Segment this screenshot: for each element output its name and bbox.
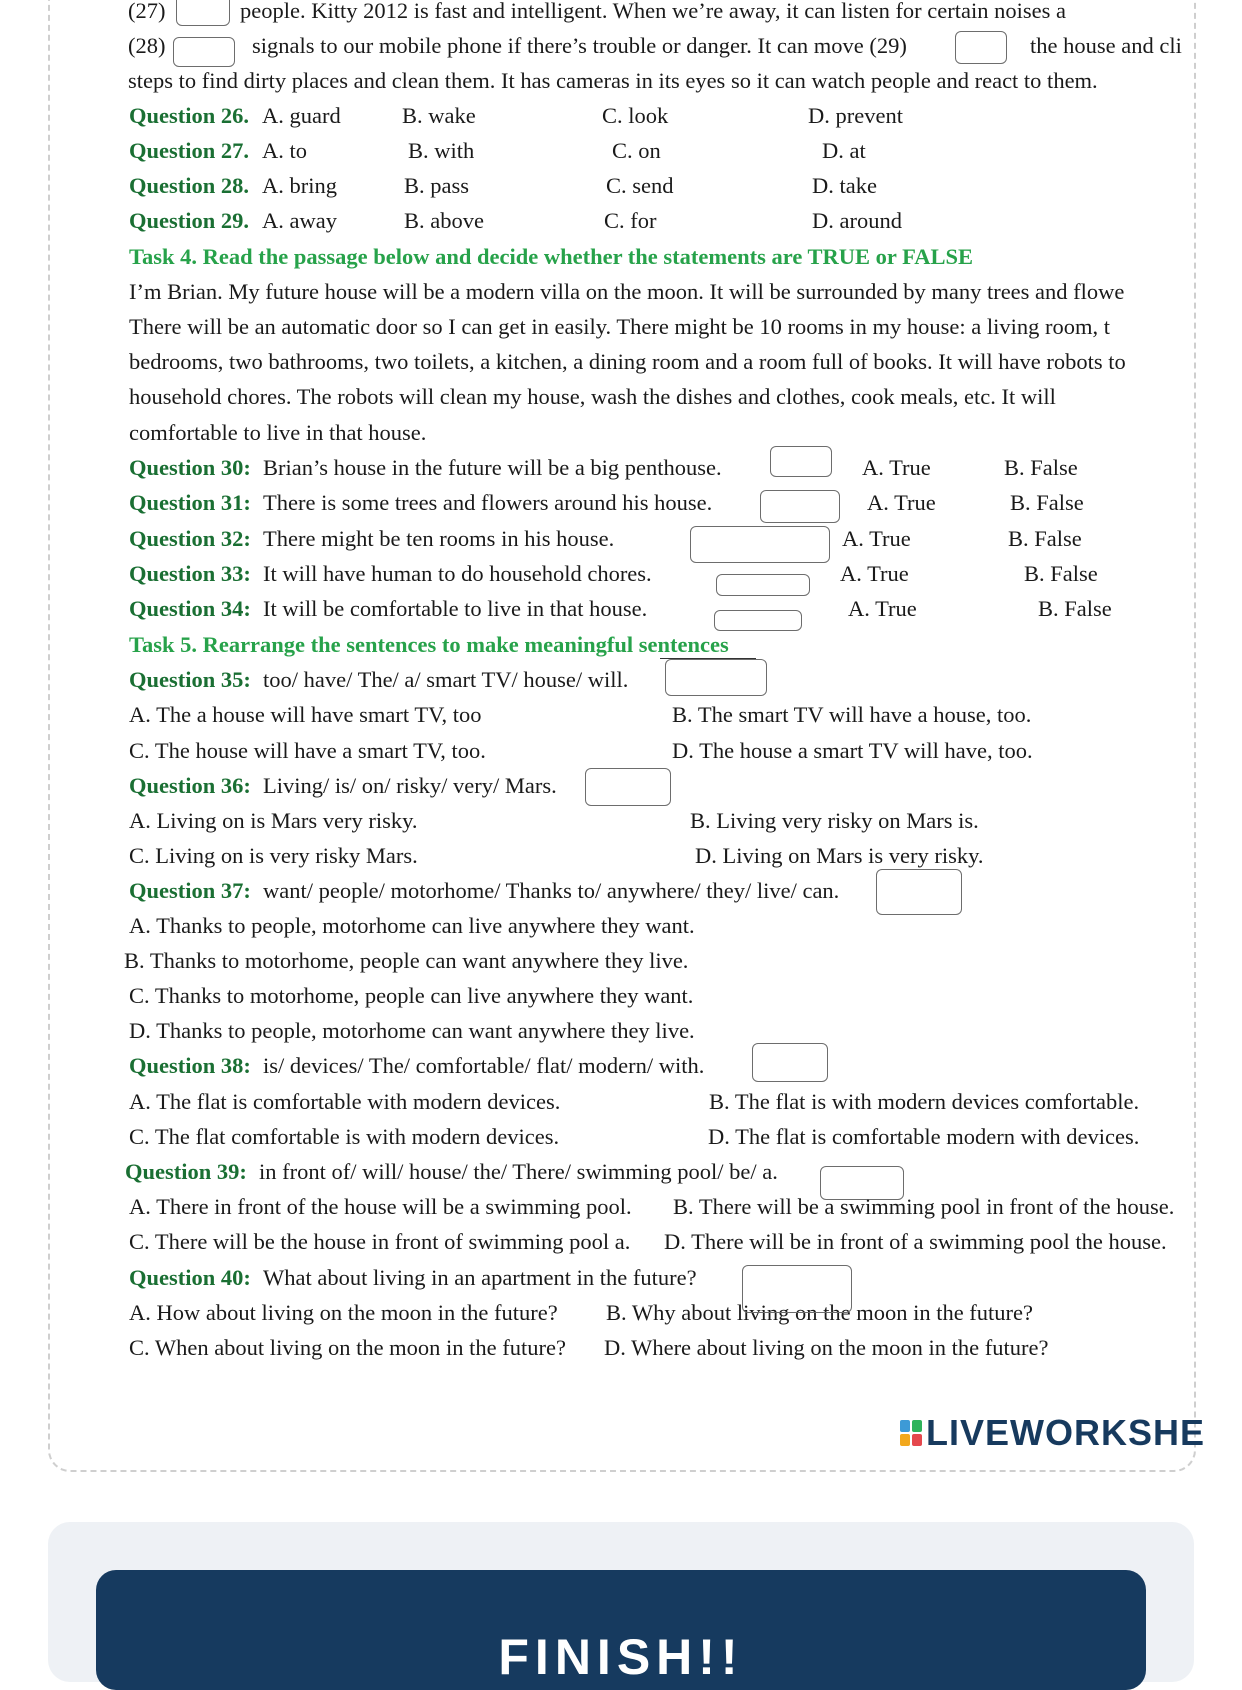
question-label: Question 36:	[129, 773, 251, 798]
question-text: is/ devices/ The/ comfortable/ flat/ modern/ with.	[263, 1053, 705, 1078]
question-text: Living/ is/ on/ risky/ very/ Mars.	[263, 773, 557, 798]
answer-box-40[interactable]	[742, 1265, 852, 1313]
option-false: B. False	[1008, 526, 1082, 551]
option-d: D. take	[812, 173, 877, 198]
question-label: Question 30:	[129, 455, 251, 480]
option-a: A. Living on is Mars very risky.	[129, 808, 418, 833]
answer-box-36[interactable]	[585, 768, 671, 806]
question-text: in front of/ will/ house/ the/ There/ swimming pool/ be/ a.	[259, 1159, 778, 1184]
answer-box-30[interactable]	[770, 446, 832, 477]
question-text: It will have human to do household chores.	[263, 561, 652, 586]
option-a: A. How about living on the moon in the future?	[129, 1300, 558, 1325]
option-b: B. Living very risky on Mars is.	[690, 808, 979, 833]
option-a: A. There in front of the house will be a swimming pool.	[129, 1194, 632, 1219]
option-c: C. There will be the house in front of swimming pool a.	[129, 1229, 631, 1254]
option-true: A. True	[840, 561, 909, 586]
question-label: Question 40:	[129, 1265, 251, 1290]
option-b: B. There will be a swimming pool in front of the house.	[673, 1194, 1175, 1219]
finish-button[interactable]	[96, 1570, 1146, 1690]
option-d: D. There will be in front of a swimming pool the house.	[664, 1229, 1167, 1254]
option-c: C. The flat comfortable is with modern devices.	[129, 1124, 560, 1149]
answer-box-37[interactable]	[876, 869, 962, 915]
question-text: There is some trees and flowers around his house.	[263, 490, 713, 515]
option-false: B. False	[1038, 596, 1112, 621]
question-label: Question 35:	[129, 667, 251, 692]
answer-box-27[interactable]	[176, 0, 230, 26]
option-b: B. wake	[402, 103, 476, 128]
task4-title: Task 4. Read the passage below and decide whether the statements are TRUE or FALSE	[129, 244, 973, 269]
option-a: A. Thanks to people, motorhome can live anywhere they want.	[129, 913, 695, 938]
option-b: B. The smart TV will have a house, too.	[672, 702, 1032, 727]
question-text: want/ people/ motorhome/ Thanks to/ anywhere/ they/ live/ can.	[263, 878, 840, 903]
answer-box-32[interactable]	[690, 526, 830, 563]
question-text: Brian’s house in the future will be a big penthouse.	[263, 455, 722, 480]
question-label: Question 39:	[125, 1159, 247, 1184]
option-c: C. When about living on the moon in the future?	[129, 1335, 567, 1360]
option-d: D. prevent	[808, 103, 903, 128]
option-b: B. Thanks to motorhome, people can want anywhere they live.	[124, 948, 689, 973]
passage-line: comfortable to live in that house.	[129, 420, 427, 445]
option-b: B. The flat is with modern devices comfortable.	[709, 1089, 1140, 1114]
answer-box-33[interactable]	[716, 574, 810, 596]
passage-line: There will be an automatic door so I can get in easily. There might be 10 rooms in my house: a living room, t	[129, 314, 1111, 339]
question-label: Question 28.	[129, 173, 250, 198]
liveworksheets-logo	[900, 1412, 1205, 1454]
option-c: C. look	[602, 103, 669, 128]
option-true: A. True	[862, 455, 931, 480]
option-c: C. send	[606, 173, 674, 198]
passage-line: the house and cli	[1030, 33, 1182, 58]
option-b: B. pass	[404, 173, 470, 198]
option-c: C. Thanks to motorhome, people can live anywhere they want.	[129, 983, 694, 1008]
question-text: too/ have/ The/ a/ smart TV/ house/ will.	[263, 667, 629, 692]
answer-box-38[interactable]	[752, 1043, 828, 1082]
passage-line: household chores. The robots will clean my house, wash the dishes and clothes, cook meals, etc. It will	[129, 384, 1056, 409]
question-label: Question 32:	[129, 526, 251, 551]
question-text: There might be ten rooms in his house.	[263, 526, 615, 551]
option-d: D. The flat is comfortable modern with devices.	[708, 1124, 1140, 1149]
option-c: C. for	[604, 208, 657, 233]
question-label: Question 34:	[129, 596, 251, 621]
answer-box-29[interactable]	[955, 31, 1007, 64]
question-label: Question 31:	[129, 490, 251, 515]
option-true: A. True	[867, 490, 936, 515]
option-a: A. bring	[262, 173, 337, 198]
logo-icon	[900, 1420, 924, 1448]
option-true: A. True	[842, 526, 911, 551]
question-label: Question 33:	[129, 561, 251, 586]
option-c: C. The house will have a smart TV, too.	[129, 738, 486, 763]
option-false: B. False	[1004, 455, 1078, 480]
finish-label: FINISH!!	[498, 1629, 744, 1685]
question-text: It will be comfortable to live in that house.	[263, 596, 648, 621]
answer-box-34[interactable]	[714, 610, 802, 631]
passage-num-28: (28)	[128, 33, 166, 58]
passage-line: I’m Brian. My future house will be a modern villa on the moon. It will be surrounded by many trees and flowe	[129, 279, 1125, 304]
option-a: A. The flat is comfortable with modern devices.	[129, 1089, 561, 1114]
option-b: B. Why about living on the moon in the future?	[606, 1300, 1034, 1325]
option-d: D. Living on Mars is very risky.	[695, 843, 984, 868]
option-true: A. True	[848, 596, 917, 621]
passage-line: signals to our mobile phone if there’s trouble or danger. It can move (29)	[252, 33, 907, 58]
question-label: Question 27.	[129, 138, 250, 163]
passage-num-27: (27)	[128, 0, 166, 23]
passage-line: steps to find dirty places and clean them. It has cameras in its eyes so it can watch people and react to them.	[128, 68, 1098, 93]
option-false: B. False	[1010, 490, 1084, 515]
answer-box-35[interactable]	[665, 659, 767, 696]
option-b: B. above	[404, 208, 484, 233]
answer-box-31[interactable]	[760, 490, 840, 523]
option-a: A. The a house will have smart TV, too	[129, 702, 482, 727]
brand-text: LIVEWORKSHE	[926, 1412, 1206, 1453]
option-d: D. at	[822, 138, 866, 163]
question-label: Question 29.	[129, 208, 250, 233]
option-d: D. Thanks to people, motorhome can want anywhere they live.	[129, 1018, 695, 1043]
passage-line: bedrooms, two bathrooms, two toilets, a kitchen, a dining room and a room full of books. It will have robots to	[129, 349, 1126, 374]
option-d: D. The house a smart TV will have, too.	[672, 738, 1033, 763]
option-c: C. on	[612, 138, 661, 163]
option-b: B. with	[408, 138, 475, 163]
question-label: Question 26.	[129, 103, 250, 128]
option-c: C. Living on is very risky Mars.	[129, 843, 418, 868]
option-a: A. to	[262, 138, 307, 163]
option-a: A. away	[262, 208, 337, 233]
question-text: What about living in an apartment in the future?	[263, 1265, 697, 1290]
option-d: D. Where about living on the moon in the future?	[604, 1335, 1049, 1360]
option-d: D. around	[812, 208, 902, 233]
answer-box-28[interactable]	[173, 37, 235, 67]
task5-title: Task 5. Rearrange the sentences to make meaningful sentences	[129, 632, 729, 657]
option-a: A. guard	[262, 103, 341, 128]
question-label: Question 38:	[129, 1053, 251, 1078]
question-label: Question 37:	[129, 878, 251, 903]
passage-line: people. Kitty 2012 is fast and intelligent. When we’re away, it can listen for certain noises a	[240, 0, 1066, 23]
option-false: B. False	[1024, 561, 1098, 586]
